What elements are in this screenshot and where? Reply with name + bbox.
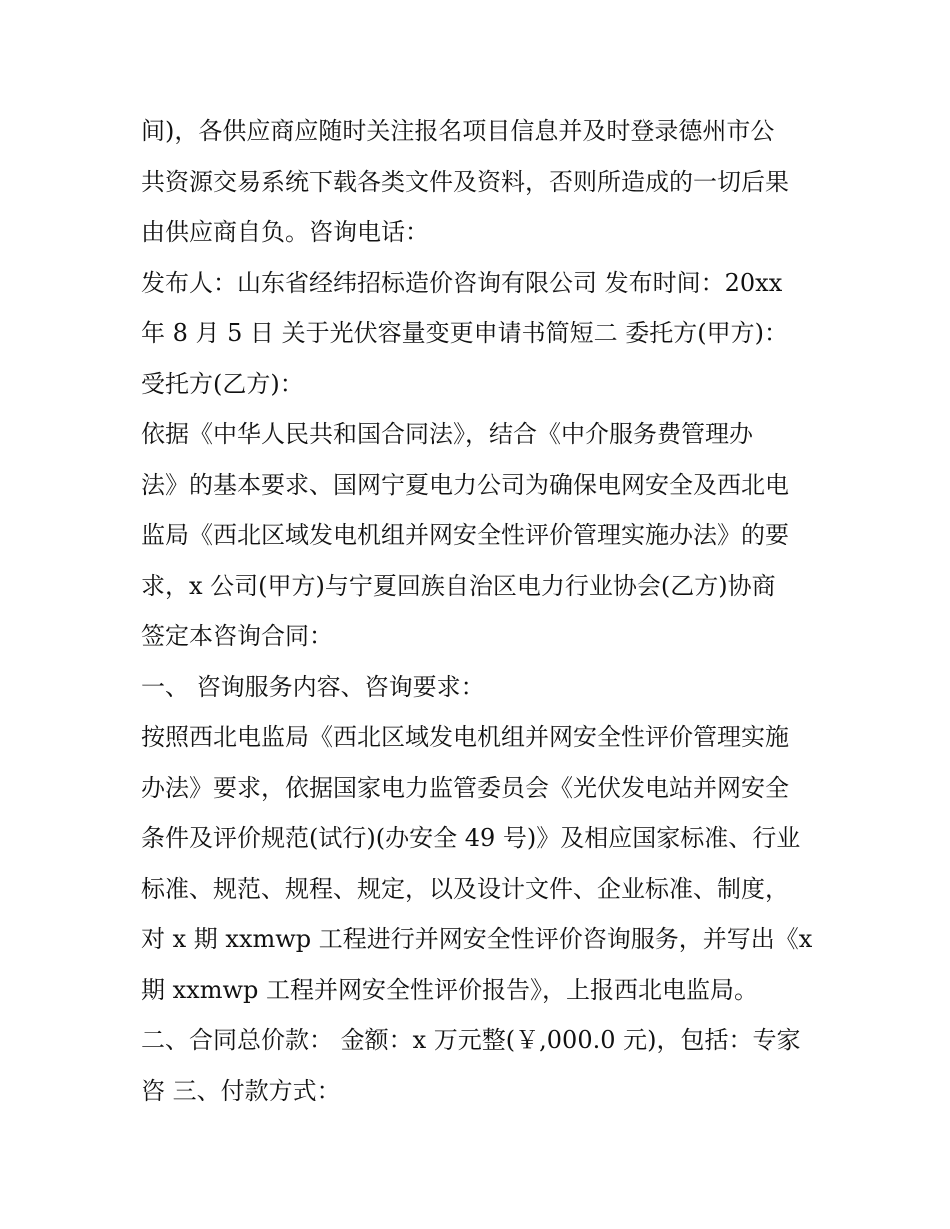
text-line: 条件及评价规范(试行)(办安全 49 号)》及相应国家标准、行业: [141, 824, 801, 852]
text-line: 一、 咨询服务内容、咨询要求：: [141, 672, 485, 701]
text-line: 监局《西北区域发电机组并网安全性评价管理实施办法》的要: [141, 521, 789, 549]
text-line: 期 xxmwp 工程并网安全性评价报告》，上报西北电监局。: [141, 975, 758, 1004]
text-line: 办法》要求，依据国家电力监管委员会《光伏发电站并网安全: [141, 773, 789, 802]
text-line: 法》的基本要求、国网宁夏电力公司为确保电网安全及西北电: [141, 470, 789, 499]
text-line: 间)，各供应商应随时关注报名项目信息并及时登录德州市公: [141, 117, 775, 145]
text-line: 年 8 月 5 日 关于光伏容量变更申请书简短二 委托方(甲方)：: [141, 319, 789, 347]
text-line: 依据《中华人民共和国合同法》，结合《中介服务费管理办: [141, 420, 753, 448]
text-line: 二、合同总价款： 金额：x 万元整(￥,000.0 元)，包括：专家: [141, 1026, 801, 1054]
text-line: 签定本咨询合同：: [141, 622, 333, 650]
text-line: 由供应商自负。咨询电话：: [141, 218, 429, 246]
text-line: 发布人：山东省经纬招标造价咨询有限公司 发布时间：20xx: [141, 268, 783, 297]
text-line: 对 x 期 xxmwp 工程进行并网安全性评价咨询服务，并写出《x: [141, 925, 813, 953]
text-line: 共资源交易系统下载各类文件及资料，否则所造成的一切后果: [141, 167, 789, 196]
text-line: 求，x 公司(甲方)与宁夏回族自治区电力行业协会(乙方)协商: [141, 571, 776, 600]
text-line: 咨 三、付款方式：: [141, 1076, 341, 1105]
text-line: 按照西北电监局《西北区域发电机组并网安全性评价管理实施: [141, 723, 789, 751]
text-line: 标准、规范、规程、规定，以及设计文件、企业标准、制度，: [141, 874, 789, 903]
text-line: 受托方(乙方)：: [141, 369, 304, 398]
document-body: [141, 106, 821, 1116]
